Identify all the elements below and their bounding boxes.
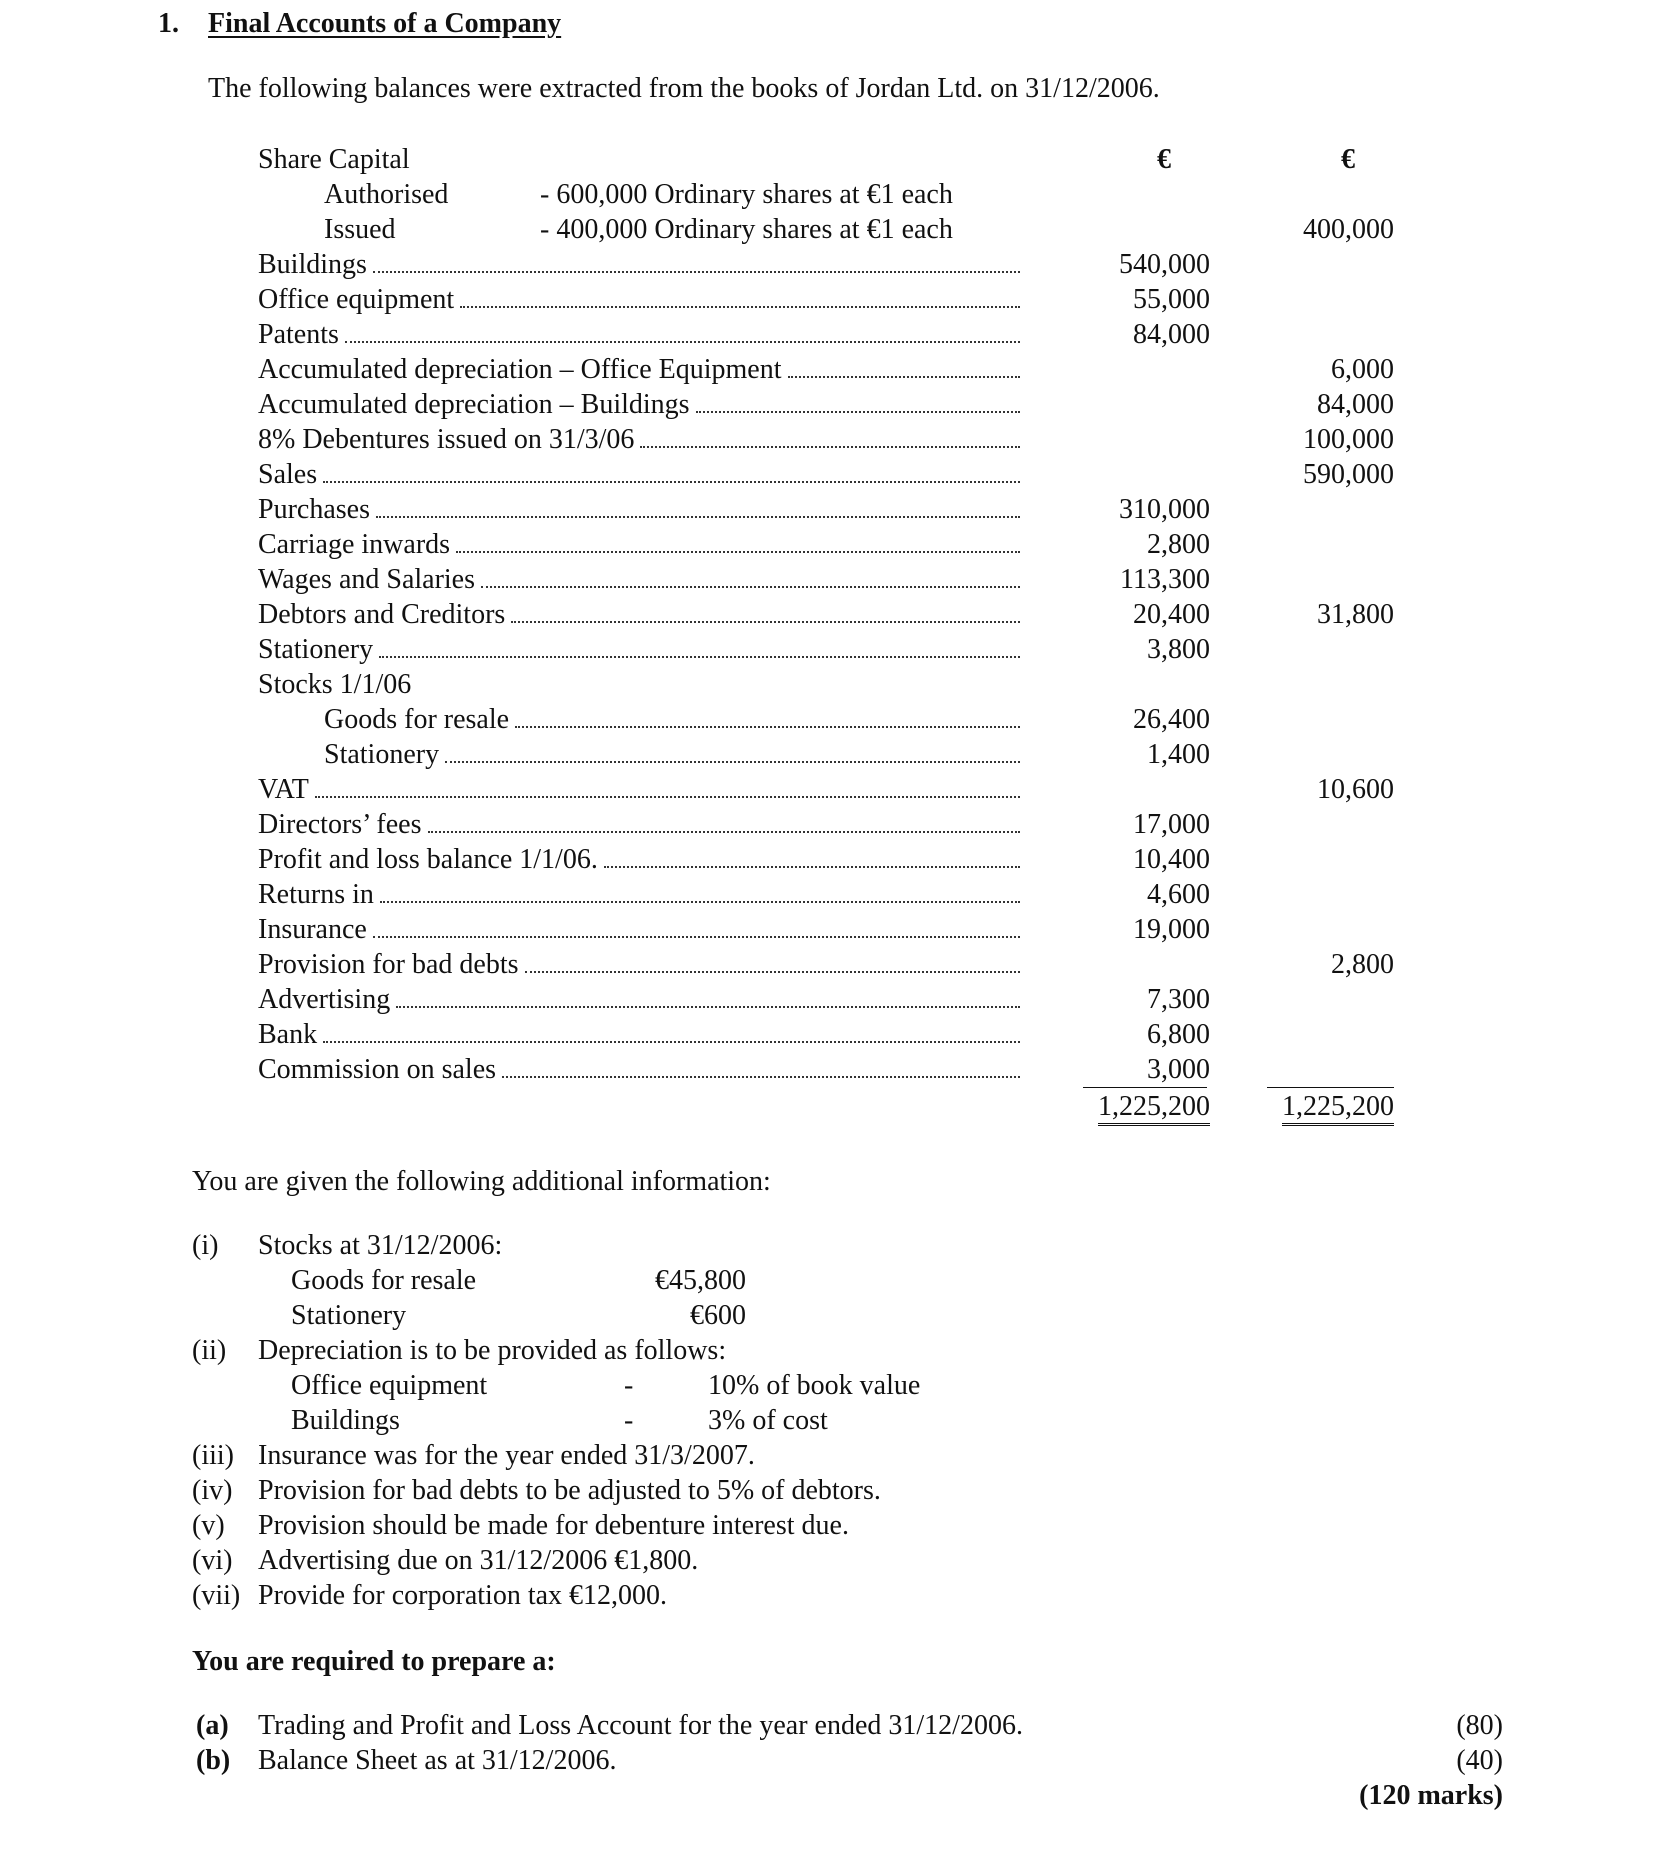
issued-label: Issued <box>324 214 396 245</box>
stock-stationery-value: €600 <box>690 1300 746 1331</box>
dot-leader <box>445 761 1020 763</box>
authorised-row <box>0 181 1653 216</box>
credit-amount: 84,000 <box>1317 389 1394 420</box>
debit-amount: 10,400 <box>1133 844 1210 875</box>
trial-balance-row <box>0 741 1653 776</box>
debit-amount: 3,000 <box>1147 1054 1210 1085</box>
debit-amount: 84,000 <box>1133 319 1210 350</box>
account-label: Returns in <box>258 879 374 910</box>
trial-balance-row <box>0 251 1653 286</box>
question-number: 1. <box>158 8 179 39</box>
account-label: Advertising <box>258 984 391 1015</box>
dot-leader <box>396 1006 1020 1008</box>
info-item-number: (vii) <box>192 1580 241 1611</box>
stock-stationery-label: Stationery <box>291 1300 407 1331</box>
dep-office-label: Office equipment <box>291 1370 488 1401</box>
account-label: Purchases <box>258 494 370 525</box>
dot-leader <box>525 971 1020 973</box>
trial-balance-row <box>0 1021 1653 1056</box>
debit-total-rule <box>1083 1087 1207 1088</box>
account-label: Carriage inwards <box>258 529 451 560</box>
trial-balance-row <box>0 811 1653 846</box>
authorised-text: - 600,000 Ordinary shares at €1 each <box>540 179 953 210</box>
account-label: Profit and loss balance 1/1/06. <box>258 844 598 875</box>
trial-balance-row <box>0 951 1653 986</box>
account-label: Provision for bad debts <box>258 949 519 980</box>
debit-amount: 17,000 <box>1133 809 1210 840</box>
dot-leader <box>511 621 1020 623</box>
part-b-text: Balance Sheet as at 31/12/2006. <box>258 1745 617 1776</box>
trial-balance-row <box>0 601 1653 636</box>
debit-amount: 310,000 <box>1119 494 1210 525</box>
debit-total <box>1098 1093 1210 1121</box>
debit-amount: 20,400 <box>1133 599 1210 630</box>
info-item-number: (vi) <box>192 1545 233 1576</box>
part-a-letter: (a) <box>196 1710 229 1741</box>
account-label: Insurance <box>258 914 367 945</box>
info-item-number: (v) <box>192 1510 225 1541</box>
info-item-text: Insurance was for the year ended 31/3/2007. <box>258 1440 755 1471</box>
dot-leader <box>515 726 1020 728</box>
dot-leader <box>379 656 1020 658</box>
info-item-number: (iv) <box>192 1475 233 1506</box>
dot-leader <box>323 481 1020 483</box>
trial-balance-row <box>0 1056 1653 1091</box>
account-label: Commission on sales <box>258 1054 497 1085</box>
account-label: Accumulated depreciation – Office Equipment <box>258 354 782 385</box>
dep-buildings-label: Buildings <box>291 1405 400 1436</box>
part-a-marks: (80) <box>1456 1710 1503 1741</box>
dot-leader <box>502 1076 1020 1078</box>
debit-currency-header: € <box>1157 144 1171 175</box>
additional-info-intro: You are given the following additional information: <box>192 1166 771 1197</box>
account-label: Wages and Salaries <box>258 564 475 595</box>
dot-leader <box>376 516 1020 518</box>
account-label: Debtors and Creditors <box>258 599 506 630</box>
question-title: Final Accounts of a Company <box>208 8 562 39</box>
dot-leader <box>456 551 1020 553</box>
debit-amount: 113,300 <box>1120 564 1210 595</box>
trial-balance-row <box>0 321 1653 356</box>
info-item-number: (iii) <box>192 1440 234 1471</box>
trial-balance-row <box>0 706 1653 741</box>
trial-balance-row <box>0 776 1653 811</box>
account-label: Stocks 1/1/06 <box>258 669 412 700</box>
trial-balance-row <box>0 916 1653 951</box>
account-label: 8% Debentures issued on 31/3/06 <box>258 424 635 455</box>
trial-balance-row <box>0 566 1653 601</box>
trial-balance-row <box>0 636 1653 671</box>
debit-amount: 3,800 <box>1147 634 1210 665</box>
total-marks: (120 marks) <box>1359 1780 1503 1811</box>
dot-leader <box>460 306 1020 308</box>
part-b-letter: (b) <box>196 1745 231 1776</box>
dot-leader <box>345 341 1020 343</box>
debit-amount: 1,400 <box>1147 739 1210 770</box>
credit-amount: 10,600 <box>1317 774 1394 805</box>
account-label: Buildings <box>258 249 367 280</box>
info-item-text: Provide for corporation tax €12,000. <box>258 1580 668 1611</box>
dot-leader <box>323 1041 1020 1043</box>
credit-amount: 590,000 <box>1303 459 1394 490</box>
dot-leader <box>428 831 1020 833</box>
trial-balance-row <box>0 461 1653 496</box>
info-item-text: Advertising due on 31/12/2006 €1,800. <box>258 1545 699 1576</box>
dot-leader <box>380 901 1020 903</box>
part-a-text: Trading and Profit and Loss Account for the year ended 31/12/2006. <box>258 1710 1023 1741</box>
account-label: Patents <box>258 319 339 350</box>
trial-balance-row <box>0 286 1653 321</box>
debit-total-value: 1,225,200 <box>1098 1091 1210 1126</box>
issued-row <box>0 216 1653 251</box>
debit-amount: 55,000 <box>1133 284 1210 315</box>
debit-amount: 26,400 <box>1133 704 1210 735</box>
account-label: VAT <box>258 774 309 805</box>
account-label: Bank <box>258 1019 318 1050</box>
debit-amount: 2,800 <box>1147 529 1210 560</box>
debit-amount: 540,000 <box>1119 249 1210 280</box>
trial-balance-row <box>0 356 1653 391</box>
item-i-number: (i) <box>192 1230 219 1261</box>
dep-office-dash: - <box>624 1370 634 1401</box>
required-heading: You are required to prepare a: <box>192 1646 556 1677</box>
info-item-text: Provision should be made for debenture interest due. <box>258 1510 849 1541</box>
debit-amount: 7,300 <box>1147 984 1210 1015</box>
stock-goods-value: €45,800 <box>655 1265 746 1296</box>
issued-credit: 400,000 <box>1303 214 1394 245</box>
credit-total <box>1282 1093 1394 1121</box>
credit-total-rule <box>1267 1087 1394 1088</box>
dep-office-rate: 10% of book value <box>708 1370 921 1401</box>
dot-leader <box>640 446 1020 448</box>
dep-buildings-dash: - <box>624 1405 634 1436</box>
credit-amount: 31,800 <box>1317 599 1394 630</box>
dot-leader <box>696 411 1020 413</box>
trial-balance-row <box>0 531 1653 566</box>
item-ii-number: (ii) <box>192 1335 227 1366</box>
debit-amount: 6,800 <box>1147 1019 1210 1050</box>
account-label: Stationery <box>324 739 440 770</box>
dep-buildings-rate: 3% of cost <box>708 1405 828 1436</box>
issued-text: - 400,000 Ordinary shares at €1 each <box>540 214 953 245</box>
trial-balance-row <box>0 671 1653 706</box>
authorised-label: Authorised <box>324 179 449 210</box>
dot-leader <box>373 936 1020 938</box>
share-capital-label: Share Capital <box>258 144 410 175</box>
share-capital-row <box>0 146 1653 181</box>
trial-balance-row <box>0 881 1653 916</box>
credit-amount: 6,000 <box>1331 354 1394 385</box>
account-label: Sales <box>258 459 318 490</box>
dot-leader <box>481 586 1020 588</box>
account-label: Office equipment <box>258 284 455 315</box>
credit-currency-header: € <box>1341 144 1355 175</box>
dot-leader <box>373 271 1020 273</box>
part-b-marks: (40) <box>1456 1745 1503 1776</box>
account-label: Stationery <box>258 634 374 665</box>
debit-amount: 4,600 <box>1147 879 1210 910</box>
question-intro: The following balances were extracted from the books of Jordan Ltd. on 31/12/2006. <box>208 73 1160 104</box>
credit-amount: 2,800 <box>1331 949 1394 980</box>
question-heading <box>158 10 561 38</box>
trial-balance-row <box>0 986 1653 1021</box>
credit-amount: 100,000 <box>1303 424 1394 455</box>
trial-balance-row <box>0 391 1653 426</box>
trial-balance-row <box>0 426 1653 461</box>
account-label: Accumulated depreciation – Buildings <box>258 389 690 420</box>
trial-balance-row <box>0 496 1653 531</box>
dot-leader <box>604 866 1020 868</box>
trial-balance-row <box>0 846 1653 881</box>
info-item-text: Provision for bad debts to be adjusted to 5% of debtors. <box>258 1475 881 1506</box>
debit-amount: 19,000 <box>1133 914 1210 945</box>
item-ii-text: Depreciation is to be provided as follows: <box>258 1335 727 1366</box>
account-label: Goods for resale <box>324 704 510 735</box>
dot-leader <box>788 376 1020 378</box>
account-label: Directors’ fees <box>258 809 422 840</box>
dot-leader <box>315 796 1020 798</box>
stock-goods-label: Goods for resale <box>291 1265 477 1296</box>
credit-total-value: 1,225,200 <box>1282 1091 1394 1126</box>
item-i-text: Stocks at 31/12/2006: <box>258 1230 503 1261</box>
